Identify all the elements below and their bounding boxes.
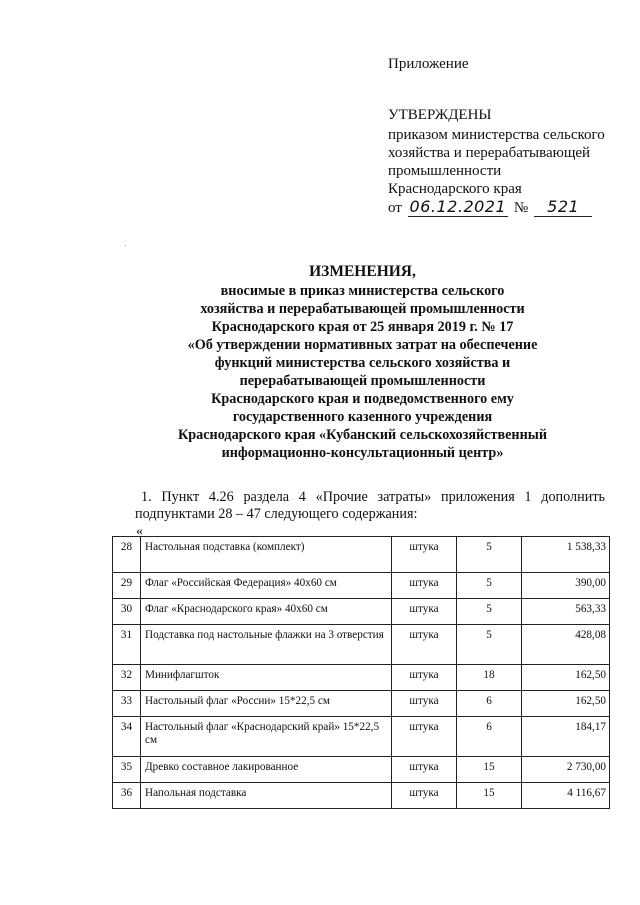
item-price: 4 116,67 [522, 783, 610, 809]
item-quantity: 6 [457, 717, 522, 757]
title-line: Краснодарского края и подведомственного ему [211, 391, 514, 407]
handwritten-number: 521 [534, 198, 592, 217]
approved-line: промышленности [388, 163, 502, 179]
item-name: Флаг «Краснодарского края» 40х60 см [141, 599, 392, 625]
date-number-line [388, 198, 628, 217]
approved-line: Краснодарского края [388, 181, 522, 197]
table-row [113, 757, 610, 783]
item-quantity: 5 [457, 573, 522, 599]
row-number: 32 [113, 665, 141, 691]
item-unit: штука [392, 757, 457, 783]
row-number: 33 [113, 691, 141, 717]
item-quantity: 5 [457, 537, 522, 573]
row-number: 29 [113, 573, 141, 599]
item-price: 428,08 [522, 625, 610, 665]
item-unit: штука [392, 783, 457, 809]
item-name: Древко составное лакированное [141, 757, 392, 783]
row-number: 34 [113, 717, 141, 757]
table-row [113, 691, 610, 717]
table-row [113, 573, 610, 599]
item-name: Напольная подставка [141, 783, 392, 809]
item-unit: штука [392, 625, 457, 665]
item-unit: штука [392, 691, 457, 717]
title-line: функций министерства сельского хозяйства и [214, 355, 511, 371]
title-line: Краснодарского края от 25 января 2019 г. № 17 [211, 319, 514, 335]
date-prefix: от [388, 200, 402, 216]
scan-speck [125, 245, 126, 246]
table-row [113, 599, 610, 625]
table-row [113, 717, 610, 757]
approved-line: хозяйства и перерабатывающей [388, 145, 591, 161]
title-line: хозяйства и перерабатывающей промышленности [200, 301, 525, 317]
item-unit: штука [392, 665, 457, 691]
title-line: перерабатывающей промышленности [239, 373, 486, 389]
item-price: 563,33 [522, 599, 610, 625]
approved-line: приказом министерства сельского [388, 127, 605, 143]
item-unit: штука [392, 573, 457, 599]
item-quantity: 15 [457, 757, 522, 783]
body-paragraph [135, 489, 605, 523]
item-unit: штука [392, 599, 457, 625]
item-name: Настольный флаг «Краснодарский край» 15*22,5 см [141, 717, 392, 757]
item-name: Флаг «Российская Федерация» 40х60 см [141, 573, 392, 599]
item-unit: штука [392, 537, 457, 573]
item-quantity: 5 [457, 599, 522, 625]
title-line: государственного казенного учреждения [232, 409, 493, 425]
item-quantity: 15 [457, 783, 522, 809]
item-name: Подставка под настольные флажки на 3 отверстия [141, 625, 392, 665]
row-number: 30 [113, 599, 141, 625]
title-line: вносимые в приказ министерства сельского [220, 283, 505, 299]
row-number: 36 [113, 783, 141, 809]
table-row [113, 665, 610, 691]
table-row [113, 625, 610, 665]
document-title [120, 263, 605, 462]
table-row [113, 783, 610, 809]
item-name: Настольная подставка (комплект) [141, 537, 392, 573]
item-quantity: 5 [457, 625, 522, 665]
handwritten-date: 06.12.2021 [409, 197, 507, 216]
item-name: Минифлагшток [141, 665, 392, 691]
approval-block [388, 106, 628, 217]
title-heading: ИЗМЕНЕНИЯ, [309, 263, 416, 280]
item-name: Настольный флаг «России» 15*22,5 см [141, 691, 392, 717]
item-price: 162,50 [522, 665, 610, 691]
item-unit: штука [392, 717, 457, 757]
title-line: информационно-консультационный центр» [221, 445, 504, 461]
title-line: Краснодарского края «Кубанский сельскохозяйственный [177, 427, 548, 443]
item-price: 162,50 [522, 691, 610, 717]
row-number: 31 [113, 625, 141, 665]
item-price: 390,00 [522, 573, 610, 599]
paragraph-line: 1. Пункт 4.26 раздела 4 «Прочие затраты» приложения 1 дополнить [141, 489, 605, 505]
approved-title: УТВЕРЖДЕНЫ [388, 107, 492, 123]
row-number: 35 [113, 757, 141, 783]
row-number: 28 [113, 537, 141, 573]
appendix-label: Приложение [388, 56, 469, 72]
item-quantity: 18 [457, 665, 522, 691]
items-table [112, 536, 610, 809]
title-line: «Об утверждении нормативных затрат на обеспечение [187, 337, 538, 353]
item-quantity: 6 [457, 691, 522, 717]
table-row [113, 537, 610, 573]
number-sign: № [513, 200, 529, 216]
paragraph-line: подпунктами 28 – 47 следующего содержания: [135, 506, 418, 522]
item-price: 184,17 [522, 717, 610, 757]
item-price: 1 538,33 [522, 537, 610, 573]
open-quote: « [136, 524, 143, 539]
item-price: 2 730,00 [522, 757, 610, 783]
